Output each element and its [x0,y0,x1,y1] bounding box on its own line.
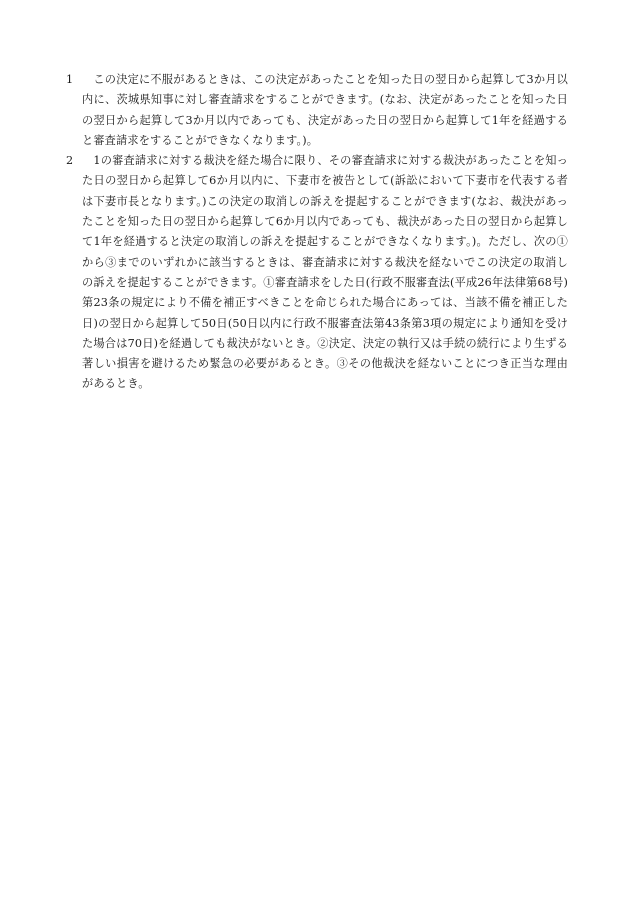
paragraph-2 [66,151,568,395]
paragraph-text: この決定に不服があるときは、この決定があったことを知った日の翌日から起算して3か月以内に、茨城県知事に対し審査請求をすることができます。(なお、決定があったことを知った日の翌日から起算して3か月以内であっても、決定があった日の翌日から起算して1年を経過すると審査請求をすることができなくなります。)。 [82,73,568,147]
paragraph-text: 1の審査請求に対する裁決を経た場合に限り、その審査請求に対する裁決があったことを知った日の翌日から起算して6か月以内に、下妻市を被告として(訴訟において下妻市を代表する者は下妻市長となります。)この決定の取消しの訴えを提起することができます(なお、裁決があったことを知った日の翌日から起算して6か月以内であっても、裁決があった日の翌日から起算して1年を経過すると決定の取消しの訴えを提起することができなくなります。)。ただし、次の①から③までのいずれかに該当するときは、審査請求に対する裁決を経ないでこの決定の取消しの訴えを提起することができます。①審査請求をした日(行政不服審査法(平成26年法律第68号)第23条の規定により不備を補正すべきことを命じられた場合にあっては、当該不備を補正した日)の翌日から起算して50日(50日以内に行政不服審査法第43条第3項の規定により通知を受けた場合は70日)を経過しても裁決がないとき。②決定、決定の執行又は手続の続行により生ずる著しい損害を避けるため緊急の必要があるとき。③その他裁決を経ないことにつき正当な理由があるとき。 [82,154,568,391]
paragraph-1 [66,70,568,151]
document-body [66,70,568,395]
paragraph-number: 1 [66,73,74,86]
paragraph-number: 2 [66,154,74,168]
